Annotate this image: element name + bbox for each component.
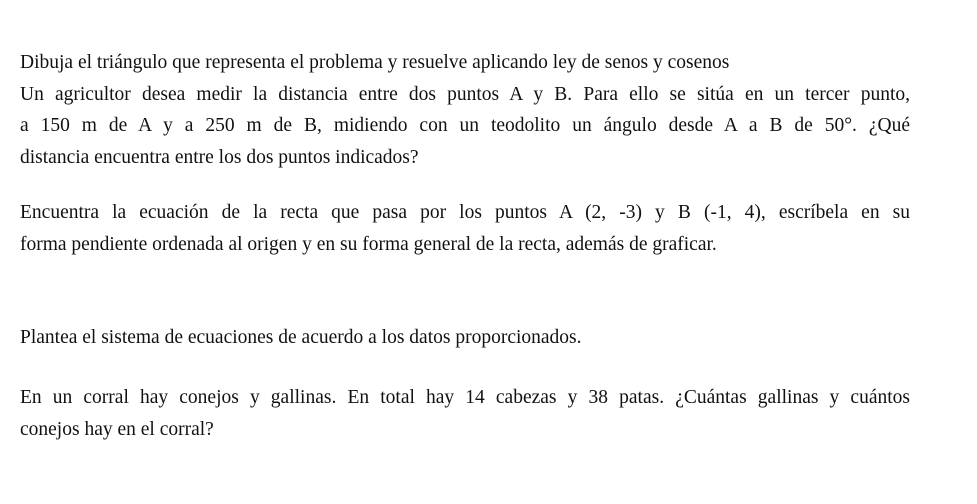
- line-equation-problem: [20, 197, 910, 260]
- corral-problem: [20, 382, 910, 445]
- problem-text-line: Encuentra la ecuación de la recta que pasa por los puntos A (2, -3) y B (-1, 4), escríbela en su: [20, 202, 910, 223]
- problem-text-line: forma pendiente ordenada al origen y en su forma general de la recta, además de graficar.: [20, 233, 717, 255]
- problem-text-line: Un agricultor desea medir la distancia entre dos puntos A y B. Para ello se sitúa en un tercer punto,: [20, 83, 910, 105]
- problem-text-line: a 150 m de A y a 250 m de B, midiendo con un teodolito un ángulo desde A a B de 50°. ¿Qué: [20, 115, 910, 136]
- triangle-instruction: Dibuja el triángulo que representa el problema y resuelve aplicando ley de senos y cosenos: [20, 52, 730, 73]
- system-instruction: [20, 322, 910, 354]
- problem-text-line: distancia encuentra entre los dos puntos indicados?: [20, 146, 419, 168]
- problem-text-line: conejos hay en el corral?: [20, 418, 214, 440]
- problem-text-line: Plantea el sistema de ecuaciones de acuerdo a los datos proporcionados.: [20, 327, 582, 348]
- triangle-problem: [20, 47, 910, 173]
- problem-text-line: En un corral hay conejos y gallinas. En total hay 14 cabezas y 38 patas. ¿Cuántas gallinas y cuántos: [20, 387, 910, 408]
